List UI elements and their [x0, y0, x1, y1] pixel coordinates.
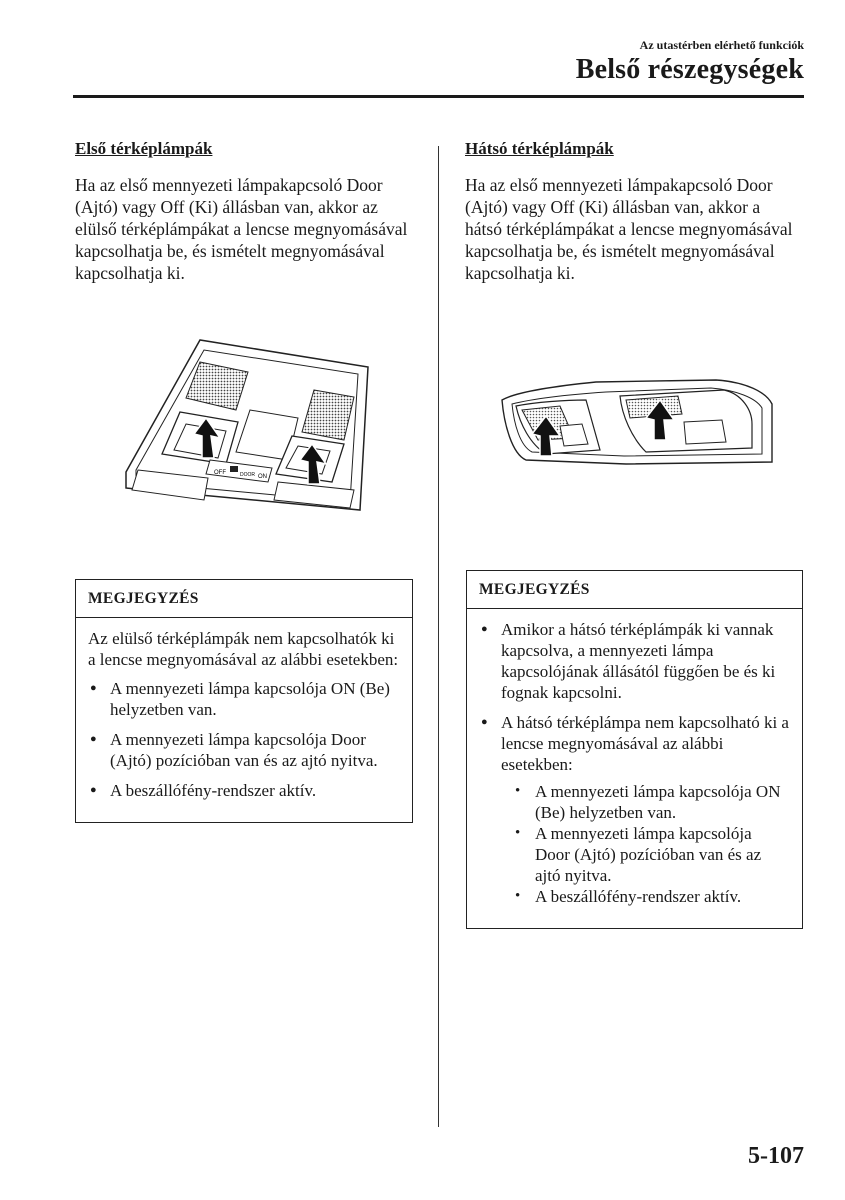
left-note-list [88, 678, 400, 801]
column-divider [438, 146, 439, 1127]
left-note-box [75, 579, 413, 823]
right-note-list [479, 619, 790, 907]
right-note-item-text: A hátsó térképlámpa nem kapcsolható ki a lencse megnyomásával az alábbi esetekben: [501, 713, 789, 774]
switch-label-off: OFF [214, 470, 226, 476]
front-map-lights-text: Ha az első mennyezeti lámpakapcsoló Door (Ajtó) vagy Off (Ki) állásban van, akkor az elülső térképlámpákat a lencse megnyomásával kapcsolhatja be, és ismételt megnyomásával kapcsolhatja ki. [75, 175, 408, 283]
left-column [75, 138, 415, 284]
switch-label-door: DOOR [240, 472, 255, 478]
left-note-body [76, 618, 412, 822]
right-note-body [467, 609, 802, 928]
right-note-sublist [501, 781, 790, 907]
right-note-item [479, 619, 790, 703]
right-note-subitem: • A mennyezeti lámpa kapcsolója Door (Ajtó) pozícióban van és az ajtó nyitva. [501, 823, 790, 886]
front-map-light-illustration [118, 332, 378, 512]
left-note-intro: Az elülső térképlámpák nem kapcsolhatók ki a lencse megnyomásával az alábbi esetekben: [88, 629, 399, 669]
right-note-subitem: • A mennyezeti lámpa kapcsolója ON (Be) helyzetben van. [501, 781, 790, 823]
left-note-title: MEGJEGYZÉS [76, 580, 412, 618]
right-note-title: MEGJEGYZÉS [467, 571, 802, 609]
front-map-lights-heading: Első térképlámpák [75, 139, 213, 158]
rear-map-lights-heading: Hátsó térképlámpák [465, 139, 614, 158]
left-note-item: ● A beszállófény-rendszer aktív. [88, 780, 400, 801]
right-note-item-text: Amikor a hátsó térképlámpák ki vannak kapcsolva, a mennyezeti lámpa kapcsolójának állásától függően be és ki fognak kapcsolni. [501, 620, 776, 702]
page-number: 5-107 [748, 1143, 804, 1169]
chapter-title: Az utastérben elérhető funkciók [639, 38, 804, 52]
header-rule [73, 95, 804, 98]
left-note-item: ● A mennyezeti lámpa kapcsolója ON (Be) helyzetben van. [88, 678, 400, 720]
right-note-box [466, 570, 803, 929]
left-note-item: ● A mennyezeti lámpa kapcsolója Door (Ajtó) pozícióban van és az ajtó nyitva. [88, 729, 400, 771]
rear-map-lights-text: Ha az első mennyezeti lámpakapcsoló Door (Ajtó) vagy Off (Ki) állásban van, akkor a hátsó térképlámpákat a lencse megnyomásával kapcsolhatja be, és ismételt megnyomásával kapcsolhatja ki. [465, 175, 793, 283]
right-column [465, 138, 805, 284]
right-note-subitem: • A beszállófény-rendszer aktív. [501, 886, 790, 907]
rear-map-light-illustration [496, 374, 776, 474]
section-title: Belső részegységek [575, 54, 804, 85]
right-note-item [479, 712, 790, 907]
switch-label-on: ON [258, 474, 267, 480]
